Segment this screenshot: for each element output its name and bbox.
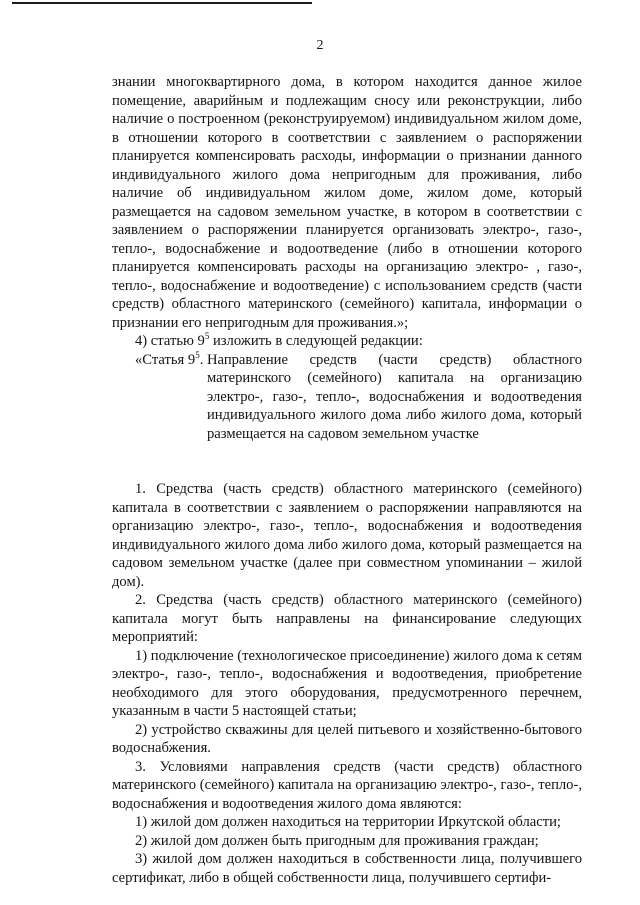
spacer	[112, 443, 582, 480]
item-4-superscript: 5	[204, 331, 210, 341]
part-1: 1. Средства (часть средств) областного материнского (семейного) капитала в соответствии с заявлением о распоряжении направляются на организацию электро-, газо-, тепло-, водоснабжения и водоотведения индивидуального жилого дома либо жилого дома, который размещается на садовом земельном участке (далее при совместном упоминании – жилой дом).	[112, 481, 582, 590]
part-3-item-3: 3) жилой дом должен находиться в собственности лица, получившего сертификат, либо в общей собственности лица, получившего сертифи-	[112, 851, 582, 886]
article-superscript: 5	[195, 349, 200, 360]
page-number: 2	[316, 38, 324, 53]
amendment-item-4	[112, 332, 582, 351]
part-3-item-2: 2) жилой дом должен быть пригодным для проживания граждан;	[135, 832, 539, 849]
part-2: 2. Средства (часть средств) областного материнского (семейного) капитала могут быть направлены на финансирование следующих мероприятий:	[112, 592, 582, 645]
document-body	[112, 73, 582, 887]
item-4-text-end: изложить в следующей редакции:	[209, 333, 423, 349]
article-number	[112, 351, 207, 444]
part-3-item-1: 1) жилой дом должен находиться на территории Иркутской области;	[135, 814, 561, 830]
part-2-item-1: 1) подключение (технологическое присоединение) жилого дома к сетям электро-, газо-, тепло-, водоснабжения и водоотведения, приобретение необходимого для этого оборудования, предусмотренного перечнем, указанным в части 5 настоящей статьи;	[112, 647, 582, 719]
paragraph-continuation: знании многоквартирного дома, в котором находится данное жилое помещение, аварийным и подлежащим сносу или реконструкции, либо наличие о построенном (реконструируемом) индивидуальном жилом доме, в отношении которого в соответствии с заявлением о распоряжении планируется компенсировать расходы, информации о признании данного индивидуального жилого дома непригодным для проживания, либо наличие об индивидуальном жилом доме, жилом доме, который размещается на садовом земельном участке, в котором в соответствии с заявлением о распоряжении планируется организовать электро-, газо-, тепло-, водоснабжение и водоотведение (либо в отношении которого планируется компенсировать расходы на организацию электро- , газо-, тепло-, водоснабжение и водоотведение) с использованием средств (части средств) областного материнского (семейного) капитала, информации о признании его непригодным для проживания.»;	[112, 74, 582, 331]
top-rule	[12, 2, 312, 4]
article-period: .	[199, 351, 204, 368]
article-heading	[112, 351, 582, 444]
article-title	[207, 351, 582, 444]
part-3: 3. Условиями направления средств (части средств) областного материнского (семейного) капитала на организацию электро-, газо-, тепло-, водоснабжения и водоотведения жилого дома являются:	[112, 758, 582, 812]
article-label: «Статья 9	[135, 351, 196, 368]
article-title-text: Направление средств (части средств) областного материнского (семейного) капитала на организацию электро-, газо-, тепло-, водоснабжения и водоотведения индивидуального жилого дома либо жилого дома, который размещается на садовом земельном участке	[207, 351, 582, 442]
item-4-text: 4) статью 9	[135, 333, 205, 349]
part-2-item-2: 2) устройство скважины для целей питьевого и хозяйственно-бытового водоснабжения.	[112, 721, 582, 756]
